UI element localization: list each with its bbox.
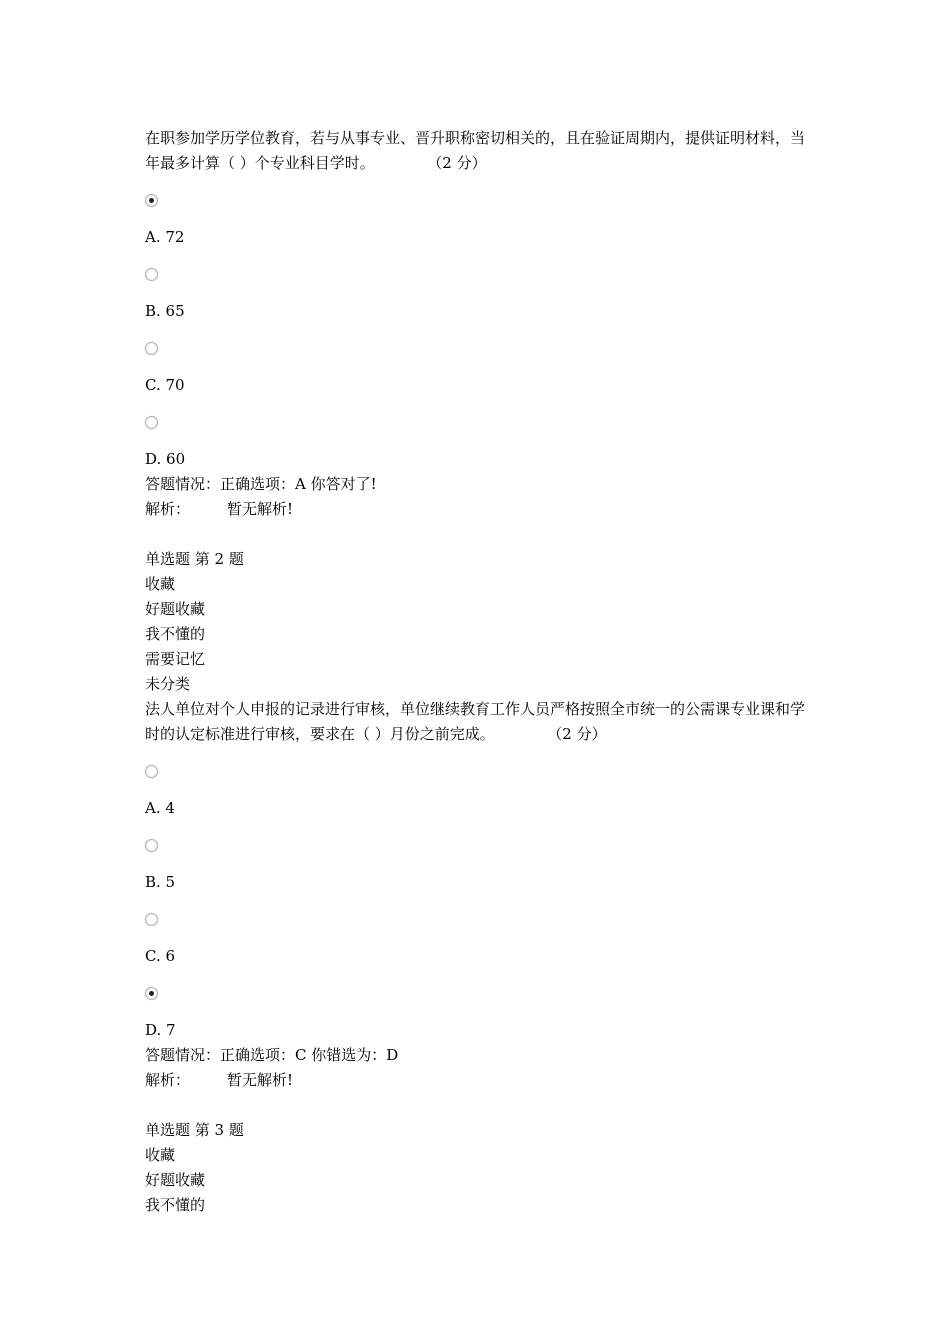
question-1 <box>145 126 815 522</box>
option-b-label: B. 65 <box>145 302 185 320</box>
option-d-label: D. 7 <box>145 1021 176 1039</box>
option-d-radio-icon[interactable] <box>145 987 158 1000</box>
option-a-label: A. 4 <box>145 799 175 817</box>
option-a-radio-icon[interactable] <box>145 194 158 207</box>
option-d-label: D. 60 <box>145 450 186 468</box>
tag-favorite-link[interactable]: 收藏 <box>145 1146 176 1164</box>
tag-good-question-link[interactable]: 好题收藏 <box>145 1171 206 1189</box>
answer-result: 答题情况：正确选项：C 你错选为：D <box>145 1046 399 1064</box>
question-2 <box>145 547 815 1093</box>
question-2-text: 法人单位对个人申报的记录进行审核，单位继续教育工作人员严格按照全市统一的公需课专业课和学时的认定标准进行审核，要求在（ ）月份之前完成。 （2 分） <box>145 700 806 743</box>
answer-result: 答题情况：正确选项：A 你答对了! <box>145 475 377 493</box>
tag-dont-understand-link[interactable]: 我不懂的 <box>145 625 206 643</box>
question-2-score: （2 分） <box>554 725 607 743</box>
option-a-label: A. 72 <box>145 228 185 246</box>
tag-dont-understand-link[interactable]: 我不懂的 <box>145 1196 206 1214</box>
tag-good-question-link[interactable]: 好题收藏 <box>145 600 206 618</box>
question-3 <box>145 1118 815 1218</box>
tag-uncategorized-link[interactable]: 未分类 <box>145 675 191 693</box>
option-a-radio-icon[interactable] <box>145 765 158 778</box>
option-c-radio-icon[interactable] <box>145 913 158 926</box>
question-1-text: 在职参加学历学位教育，若与从事专业、晋升职称密切相关的，且在验证周期内，提供证明材料，当年最多计算（ ）个专业科目学时。 （2 分） <box>145 129 806 172</box>
question-1-score: （2 分） <box>434 154 487 172</box>
tag-favorite-link[interactable]: 收藏 <box>145 575 176 593</box>
option-c-label: C. 6 <box>145 947 176 965</box>
option-d-radio-icon[interactable] <box>145 416 158 429</box>
option-b-label: B. 5 <box>145 873 176 891</box>
question-header: 单选题 第 2 题 <box>145 550 244 568</box>
question-header: 单选题 第 3 题 <box>145 1121 244 1139</box>
option-c-label: C. 70 <box>145 376 185 394</box>
option-b-radio-icon[interactable] <box>145 839 158 852</box>
document-page <box>145 126 815 1218</box>
tag-need-memorize-link[interactable]: 需要记忆 <box>145 650 206 668</box>
answer-analysis: 解析： 暂无解析! <box>145 1071 294 1089</box>
option-b-radio-icon[interactable] <box>145 268 158 281</box>
option-c-radio-icon[interactable] <box>145 342 158 355</box>
answer-analysis: 解析： 暂无解析! <box>145 500 294 518</box>
